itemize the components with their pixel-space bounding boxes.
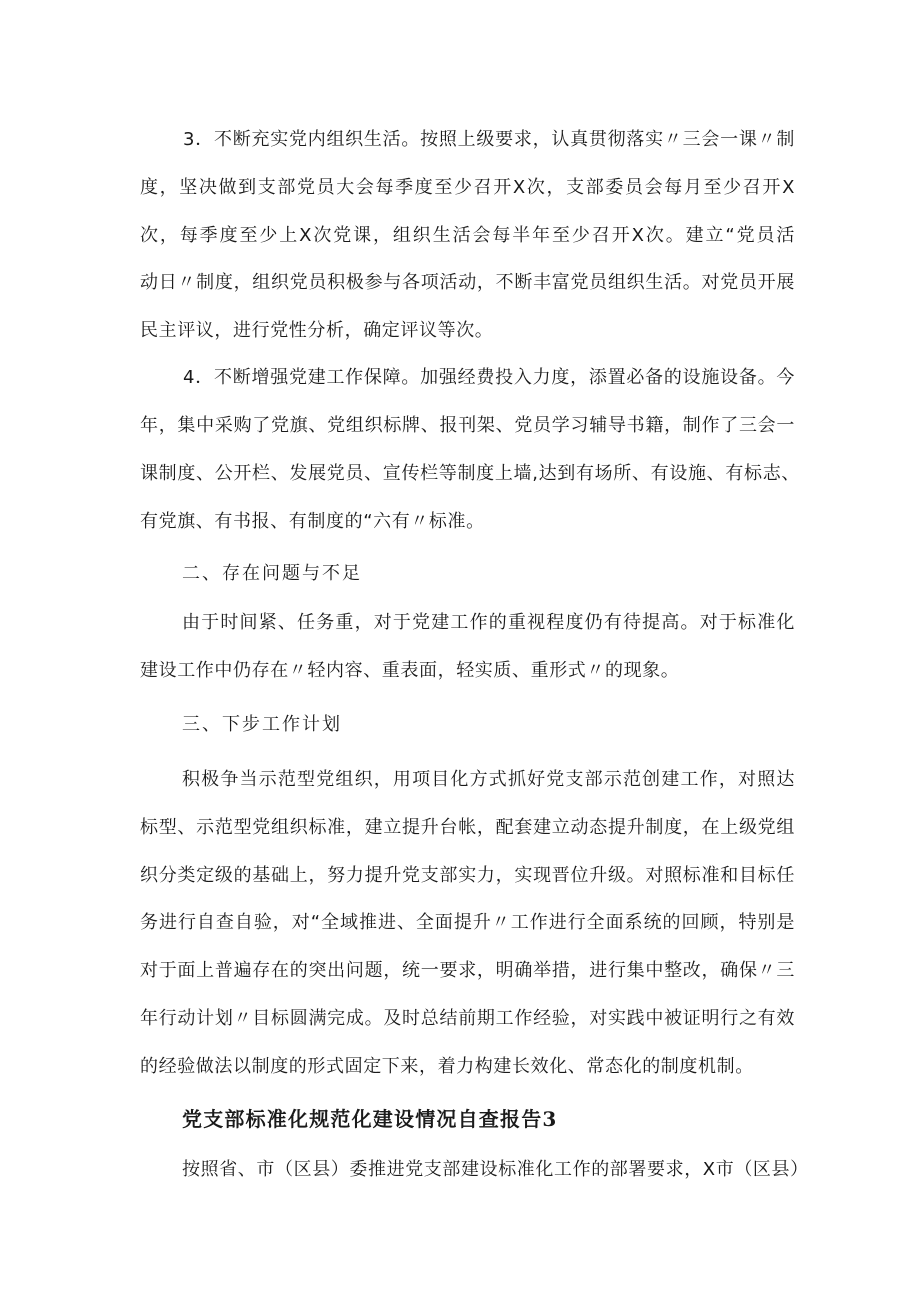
paragraph-3-line-3: 次，每季度至少上X次党课，组织生活会每半年至少召开X次。建立“党员活: [140, 225, 795, 246]
section-3-line-2: 标型、示范型党组织标准，建立提升台帐，配套建立动态提升制度，在上级党组: [140, 817, 795, 838]
section-3-line-1: 积极争当示范型党组织，用项目化方式抓好党支部示范创建工作，对照达: [182, 769, 795, 790]
section-3-line-5: 对于面上普遍存在的突出问题，统一要求，明确举措，进行集中整改，确保〃三: [140, 960, 795, 981]
section-3-line-7: 的经验做法以制度的形式固定下来，着力构建长效化、常态化的制度机制。: [140, 1056, 754, 1077]
section-2-line-2: 建设工作中仍存在〃轻内容、重表面，轻实质、重形式〃的现象。: [140, 660, 680, 681]
paragraph-4-line-1: 4．不断增强党建工作保障。加强经费投入力度，添置必备的设施设备。今: [183, 367, 795, 388]
section-2-line-1: 由于时间紧、任务重，对于党建工作的重视程度仍有待提高。对于标准化: [182, 612, 795, 633]
paragraph-3-line-4: 动日〃制度，组织党员积极参与各项活动，不断丰富党员组织生活。对党员开展: [140, 272, 795, 293]
paragraph-4-line-4: 有党旗、有书报、有制度的“六有〃标准。: [140, 511, 485, 532]
section-3-title: 三、下步工作计划: [182, 714, 342, 735]
paragraph-3-line-5: 民主评议，进行党性分析，确定评议等次。: [140, 320, 494, 341]
report-3-line-1: 按照省、市（区县）委推进党支部建设标准化工作的部署要求，X市（区县）: [182, 1159, 809, 1180]
section-3-line-4: 务进行自查自验，对“全域推进、全面提升〃工作进行全面系统的回顾，特别是: [140, 912, 795, 933]
paragraph-3-line-2: 度，坚决做到支部党员大会每季度至少召开X次，支部委员会每月至少召开X: [140, 177, 795, 198]
report-3-heading: 党支部标准化规范化建设情况自查报告3: [182, 1107, 558, 1131]
paragraph-3-line-1: 3．不断充实党内组织生活。按照上级要求，认真贯彻落实〃三会一课〃制: [183, 129, 795, 150]
paragraph-4-line-3: 课制度、公开栏、发展党员、宣传栏等制度上墙,达到有场所、有设施、有标志、: [140, 463, 800, 484]
section-3-line-6: 年行动计划〃目标圆满完成。及时总结前期工作经验，对实践中被证明行之有效: [140, 1008, 795, 1029]
section-2-title: 二、存在问题与不足: [182, 563, 362, 584]
section-3-line-3: 织分类定级的基础上，努力提升党支部实力，实现晋位升级。对照标准和目标任: [140, 865, 795, 886]
paragraph-4-line-2: 年，集中采购了党旗、党组织标牌、报刊架、党员学习辅导书籍，制作了三会一: [140, 415, 795, 436]
